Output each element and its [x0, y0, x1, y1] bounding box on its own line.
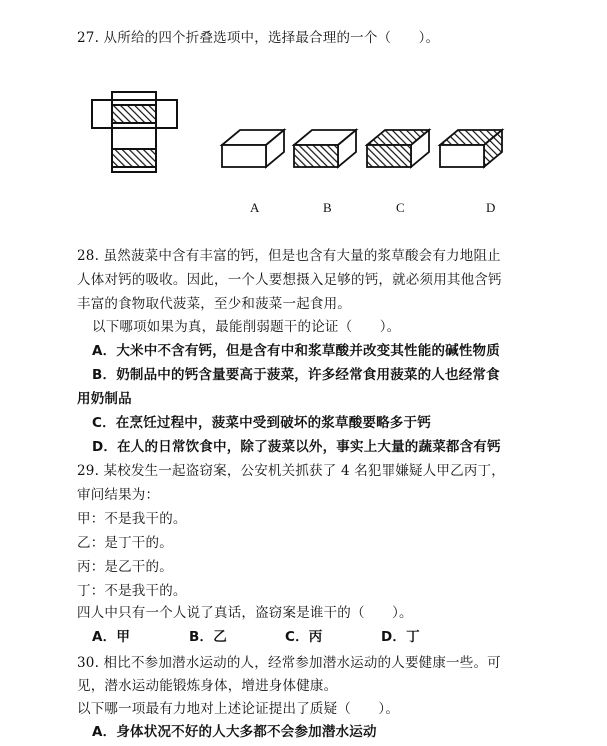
- q28-option-c: C．在烹饪过程中，菠菜中受到破坏的浆草酸要略多于钙: [92, 415, 431, 431]
- option-b-label: B: [323, 200, 332, 215]
- q29-stem-line: 审问结果为：: [77, 487, 160, 503]
- q30-stem-line: 见，潜水运动能锻炼身体，增进身体健康。: [77, 678, 338, 694]
- q30-option-a: A．身体状况不好的人大多都不会参加潜水运动: [92, 724, 377, 740]
- option-a-box: [222, 127, 292, 172]
- q28-option-d: D．在人的日常饮食中，除了菠菜以外，事实上大量的蔬菜都含有钙: [92, 439, 501, 455]
- q28-stem-line: 丰富的食物取代菠菜，至少和菠菜一起食用。: [77, 296, 351, 312]
- q29-option-b: B．乙: [189, 629, 227, 645]
- q29-statement: 甲：不是我干的。: [77, 511, 187, 527]
- q29-statement: 丁：不是我干的。: [77, 583, 187, 599]
- q28-option-b-cont: 用奶制品: [77, 391, 132, 407]
- q27-stem: 27. 从所给的四个折叠选项中，选择最合理的一个（ ）。: [77, 30, 440, 46]
- q29-option-a: A．甲: [92, 629, 131, 645]
- q29-option-c: C．丙: [285, 629, 323, 645]
- option-b-box: [294, 127, 364, 172]
- q30-prompt: 以下哪一项最有力地对上述论证提出了质疑（ ）。: [77, 701, 400, 717]
- q28-stem-line: 人体对钙的吸收。因此，一个人要想摄入足够的钙，就必须用其他含钙: [77, 272, 502, 288]
- option-d-box: [440, 127, 510, 172]
- q29-statement: 乙：是丁干的。: [77, 535, 173, 551]
- net-diagram: [85, 92, 185, 177]
- q29-statement: 丙：是乙干的。: [77, 559, 173, 575]
- option-c-box: [367, 127, 437, 172]
- option-c-label: C: [396, 200, 405, 215]
- option-d-label: D: [486, 200, 496, 215]
- q28-stem-line: 28. 虽然菠菜中含有丰富的钙，但是也含有大量的浆草酸会有力地阻止: [77, 248, 501, 264]
- q30-stem-line: 30. 相比不参加潜水运动的人，经常参加潜水运动的人要健康一些。可: [77, 655, 501, 671]
- q29-stem-line: 29. 某校发生一起盗窃案，公安机关抓获了 4 名犯罪嫌疑人甲乙丙丁，: [77, 463, 505, 479]
- q28-option-a: A．大米中不含有钙，但是含有中和浆草酸并改变其性能的碱性物质: [92, 343, 500, 359]
- q29-prompt: 四人中只有一个人说了真话，盗窃案是谁干的（ ）。: [77, 605, 413, 621]
- option-a-label: A: [250, 200, 260, 215]
- q28-prompt: 以下哪项如果为真，最能削弱题干的论证（ ）。: [92, 319, 401, 335]
- q28-option-b: B．奶制品中的钙含量要高于菠菜，许多经常食用菠菜的人也经常食: [92, 367, 500, 383]
- q29-option-d: D．丁: [381, 629, 420, 645]
